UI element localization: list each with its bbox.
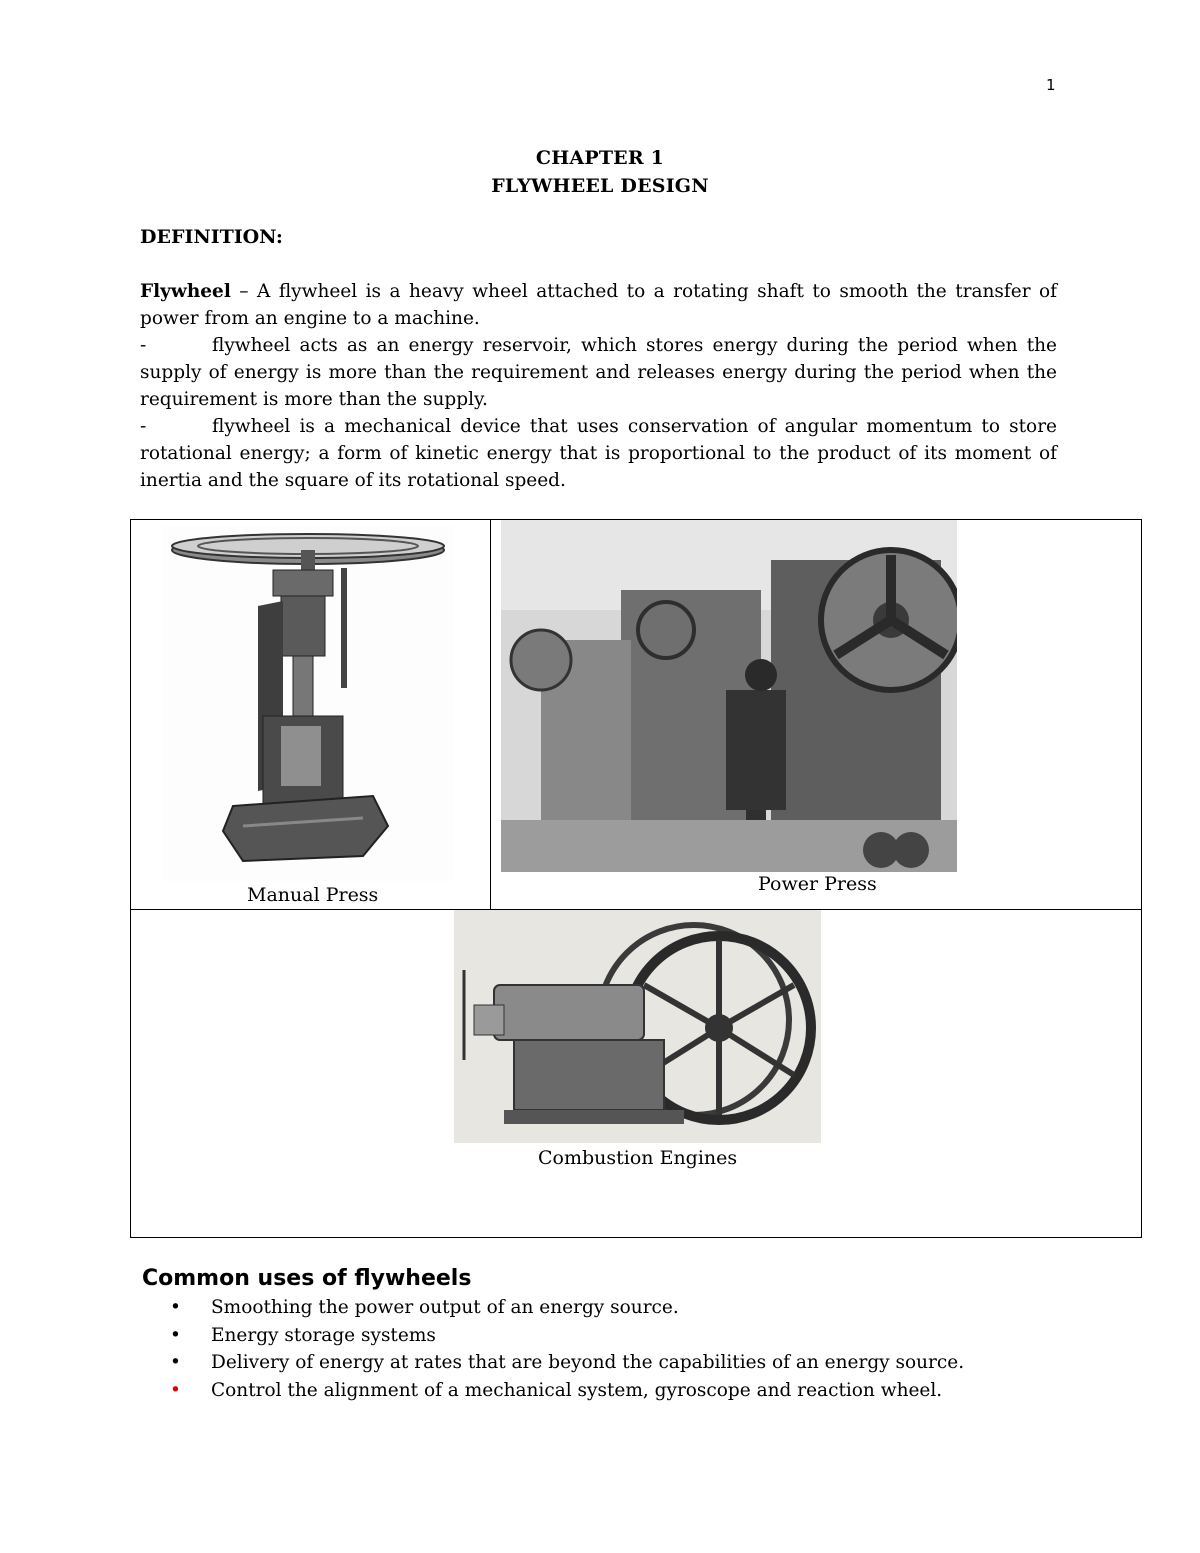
list-item xyxy=(170,1294,964,1322)
list-item-text: Energy storage systems xyxy=(211,1324,436,1346)
list-item xyxy=(170,1322,964,1350)
chapter-heading xyxy=(0,144,1200,200)
bullet-icon: • xyxy=(170,1379,181,1401)
list-item xyxy=(170,1377,964,1405)
definition-intro xyxy=(140,278,1057,332)
bullet-icon: • xyxy=(170,1324,181,1346)
definition-point-text: flywheel is a mechanical device that uses conservation of angular momentum to store rotational energy; a form of kinetic energy that is proportional to the product of its moment of inertia and the square of its rotational speed. xyxy=(140,416,1057,491)
figure-table xyxy=(130,519,1142,1238)
uses-heading: Common uses of flywheels xyxy=(142,1266,472,1291)
bullet-icon: • xyxy=(170,1352,181,1373)
manual-press-illustration xyxy=(163,526,453,881)
definition-term: Flywheel xyxy=(140,281,231,302)
combustion-engine-illustration xyxy=(454,910,821,1143)
list-item xyxy=(170,1349,964,1377)
uses-list xyxy=(170,1294,964,1404)
list-item-text: Delivery of energy at rates that are beyond the capabilities of an energy source. xyxy=(211,1352,965,1373)
chapter-number: CHAPTER 1 xyxy=(535,147,665,169)
definition-text xyxy=(140,278,1057,494)
definition-intro-text: – A flywheel is a heavy wheel attached to a rotating shaft to smooth the transfer of power from an engine to a machine. xyxy=(140,281,1057,329)
definition-point xyxy=(140,332,1057,413)
definition-point xyxy=(140,413,1057,494)
bullet-icon: • xyxy=(170,1297,181,1318)
list-item-text: Control the alignment of a mechanical system, gyroscope and reaction wheel. xyxy=(211,1379,943,1401)
caption-combustion-engines: Combustion Engines xyxy=(538,1147,738,1169)
chapter-title: FLYWHEEL DESIGN xyxy=(491,175,709,197)
power-press-photo xyxy=(501,520,957,872)
caption-manual-press: Manual Press xyxy=(247,884,379,906)
caption-power-press: Power Press xyxy=(758,873,877,895)
list-item-text: Smoothing the power output of an energy source. xyxy=(211,1297,679,1318)
table-column-divider xyxy=(490,520,491,909)
definition-label: DEFINITION: xyxy=(140,226,283,248)
dash-marker: - xyxy=(140,416,147,437)
dash-marker: - xyxy=(140,335,147,356)
definition-point-text: flywheel acts as an energy reservoir, which stores energy during the period when the supply of energy is more than the requirement and releases energy during the period when the requirement is more than the supply. xyxy=(140,335,1057,410)
page-number: 1 xyxy=(1046,76,1056,94)
